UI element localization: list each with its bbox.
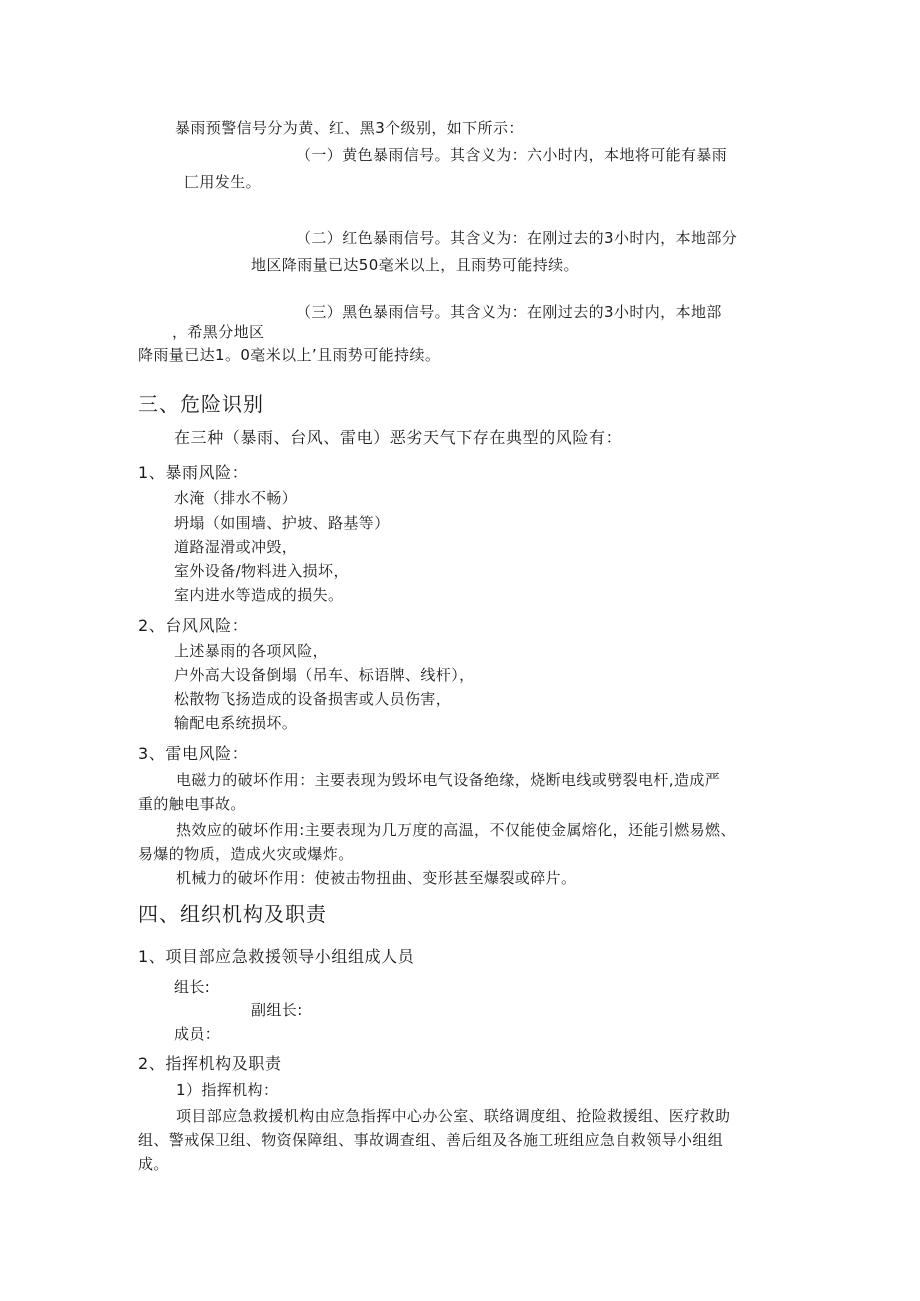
- thermal-effect-line-1: 热效应的破坏作用:主要表现为几万度的高温，不仅能使金属熔化，还能引燃易燃、: [176, 821, 736, 839]
- yellow-signal-line-1: （一）黄色暴雨信号。其含义为：六小时内，本地将可能有暴雨: [296, 146, 728, 164]
- team-member-label: 成员：: [174, 1025, 221, 1043]
- signals-intro: 暴雨预警信号分为黄、红、黑3个级别，如下所示：: [175, 119, 524, 137]
- rainstorm-risk-item: 道路湿滑或冲毁，: [174, 538, 298, 556]
- rainstorm-risk-item: 坍塌（如围墙、护坡、路基等）: [174, 514, 390, 532]
- black-signal-line-1: （三）黑色暴雨信号。其含义为：在刚过去的3小时内，本地部: [296, 303, 722, 321]
- typhoon-risk-item: 上述暴雨的各项风险，: [174, 642, 329, 660]
- rainstorm-risk-item: 室内进水等造成的损失。: [174, 586, 344, 604]
- thunder-risk-title: 3、雷电风险：: [138, 744, 249, 763]
- command-paragraph-line-2: 组、警戒保卫组、物资保障组、事故调查组、善后组及各施工班组应急自救领导小组组: [138, 1131, 724, 1149]
- team-leader-label: 组长:: [174, 978, 211, 996]
- team-deputy-label: 副组长:: [251, 1001, 303, 1019]
- org-heading: 四、组织机构及职责: [138, 902, 327, 926]
- command-paragraph-line-1: 项目部应急救援机构由应急指挥中心办公室、联络调度组、抢险救援组、医疗救助: [176, 1107, 731, 1125]
- typhoon-risk-item: 户外高大设备倒塌（吊车、标语牌、线杆），: [174, 666, 475, 684]
- red-signal-line-1: （二）红色暴雨信号。其含义为：在刚过去的3小时内，本地部分: [296, 229, 738, 247]
- command-paragraph-line-3: 成。: [138, 1155, 169, 1173]
- hazard-heading: 三、危险识别: [138, 392, 264, 416]
- black-signal-line-3: 降雨量已达1。0毫米以上’且雨势可能持续。: [138, 346, 441, 364]
- mechanical-effect-line: 机械力的破坏作用：使被击物扭曲、变形甚至爆裂或碎片。: [176, 869, 577, 887]
- typhoon-risk-item: 输配电系统损坏。: [174, 714, 298, 732]
- electromagnetic-effect-line-2: 重的触电事故。: [138, 795, 246, 813]
- electromagnetic-effect-line-1: 电磁力的破坏作用：主要表现为毁坏电气设备绝缘，烧断电线或劈裂电杆,造成严: [176, 771, 721, 789]
- hazard-intro: 在三种（暴雨、台风、雷电）恶劣天气下存在典型的风险有：: [174, 428, 623, 447]
- red-signal-line-2: 地区降雨量已达50毫米以上，且雨势可能持续。: [251, 256, 579, 274]
- thermal-effect-line-2: 易爆的物质，造成火灾或爆炸。: [138, 845, 354, 863]
- team-title: 1、项目部应急救援领导小组组成人员: [138, 947, 415, 966]
- command-title: 2、指挥机构及职责: [138, 1054, 282, 1073]
- typhoon-risk-title: 2、台风风险：: [138, 616, 249, 635]
- yellow-signal-line-2: 匚用发生。: [184, 173, 262, 191]
- rainstorm-risk-item: 水淹（排水不畅）: [174, 489, 298, 507]
- rainstorm-risk-item: 室外设备/物料进入损坏，: [174, 562, 349, 580]
- command-subtitle: 1）指挥机构：: [176, 1081, 279, 1099]
- black-signal-line-2: ，希黑分地区: [172, 323, 265, 341]
- typhoon-risk-item: 松散物飞扬造成的设备损害或人员伤害，: [174, 690, 452, 708]
- rainstorm-risk-title: 1、暴雨风险：: [138, 463, 249, 482]
